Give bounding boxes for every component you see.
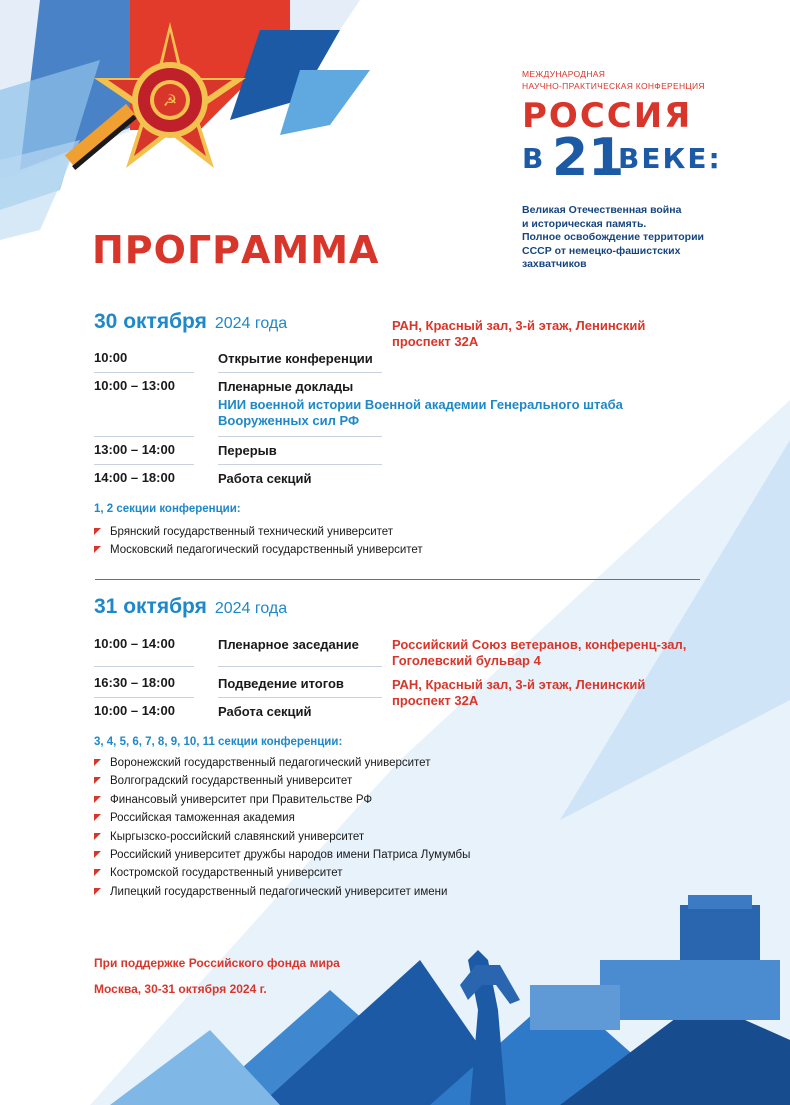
university-name: Липецкий государственный педагогический университет имени xyxy=(110,885,448,898)
row-divider xyxy=(94,372,194,373)
bullet-icon xyxy=(94,833,101,840)
bullet-icon xyxy=(94,814,101,821)
schedule-event-venue: НИИ военной истории Военной академии Генерального штаба Вооруженных сил РФ xyxy=(218,397,623,428)
schedule-time: 13:00 – 14:00 xyxy=(94,442,175,457)
conference-title-v: В xyxy=(522,142,546,175)
row-divider xyxy=(218,372,382,373)
day1-venue: РАН, Красный зал, 3-й этаж, Ленинский проспект 32А xyxy=(392,318,646,349)
order-of-patriotic-war-icon xyxy=(60,18,250,188)
conference-title-veke: ВЕКЕ: xyxy=(618,142,722,175)
row-divider xyxy=(218,464,382,465)
schedule-event: Перерыв xyxy=(218,443,277,458)
day2-university-list xyxy=(94,754,470,901)
row-divider xyxy=(218,697,382,698)
schedule-event: Открытие конференции xyxy=(218,351,373,366)
bullet-icon xyxy=(94,777,101,784)
university-name: Брянский государственный технический университет xyxy=(110,526,394,538)
list-item xyxy=(94,883,470,901)
list-item xyxy=(94,864,470,882)
row-divider xyxy=(218,436,382,437)
schedule-venue: РАН, Красный зал, 3-й этаж, Ленинский проспект 32А xyxy=(392,677,646,708)
list-item xyxy=(94,828,470,846)
university-name: Российская таможенная академия xyxy=(110,812,295,825)
conference-subtitle-line: захватчиков xyxy=(522,258,587,271)
day1-sections-heading: 1, 2 секции конференции: xyxy=(94,503,241,515)
list-item xyxy=(94,754,470,772)
program-heading: ПРОГРАММА xyxy=(92,228,380,272)
schedule-time: 14:00 – 18:00 xyxy=(94,470,175,485)
day2-date-heading xyxy=(94,595,287,619)
svg-text:☭: ☭ xyxy=(162,91,178,110)
day2-sections-heading: 3, 4, 5, 6, 7, 8, 9, 10, 11 секции конференции: xyxy=(94,736,343,748)
list-item xyxy=(94,791,470,809)
day-divider xyxy=(95,579,700,580)
conference-subtitle xyxy=(522,204,752,272)
list-item xyxy=(94,772,470,790)
bullet-icon xyxy=(94,888,101,895)
support-note: При поддержке Российского фонда мира xyxy=(94,956,340,970)
conference-subtitle-line: и историческая память. xyxy=(522,217,647,230)
conference-subtitle-line: СССР от немецко-фашистских xyxy=(522,244,681,257)
conference-kicker xyxy=(522,68,752,92)
conference-subtitle-line: Полное освобождение территории xyxy=(522,231,704,244)
university-name: Московский педагогический государственный университет xyxy=(110,544,423,557)
list-item xyxy=(94,541,423,559)
conference-kicker-line2: НАУЧНО-ПРАКТИЧЕСКАЯ КОНФЕРЕНЦИЯ xyxy=(522,81,705,91)
schedule-time: 10:00 – 13:00 xyxy=(94,378,175,393)
row-divider xyxy=(94,464,194,465)
bullet-icon xyxy=(94,528,101,535)
day1-date-heading xyxy=(94,310,287,334)
university-name: Кыргызско-российский славянский университет xyxy=(110,830,365,843)
row-divider xyxy=(94,666,194,667)
schedule-time: 16:30 – 18:00 xyxy=(94,675,175,690)
schedule-time: 10:00 – 14:00 xyxy=(94,636,175,651)
university-name: Финансовый университет при Правительстве РФ xyxy=(110,793,373,806)
schedule-time: 10:00 xyxy=(94,350,128,365)
day1-year: 2024 года xyxy=(214,315,288,332)
university-name: Воронежский государственный педагогический университет xyxy=(110,757,431,769)
conference-title-number: 21 xyxy=(552,128,625,188)
day2-year: 2024 года xyxy=(214,600,288,617)
university-name: Волгоградский государственный университет xyxy=(110,775,353,788)
row-divider xyxy=(94,697,194,698)
schedule-event: Работа секций xyxy=(218,471,312,486)
day1-date: 30 октября xyxy=(94,310,207,333)
schedule-venue: Российский Союз ветеранов, конференц-зал, Гоголевский бульвар 4 xyxy=(392,637,687,668)
university-name: Российский университет дружбы народов имени Патриса Лумумбы xyxy=(110,849,471,862)
schedule-event: Пленарное заседание xyxy=(218,637,359,652)
conference-title-russia: РОССИЯ xyxy=(522,96,693,136)
day1-university-list xyxy=(94,523,423,560)
list-item xyxy=(94,809,470,827)
conference-kicker-line1: МЕЖДУНАРОДНАЯ xyxy=(522,69,606,79)
university-name: Костромской государственный университет xyxy=(110,867,343,880)
row-divider xyxy=(94,436,194,437)
schedule-event: Пленарные доклады xyxy=(218,379,354,394)
list-item xyxy=(94,523,423,541)
schedule-event: Работа секций xyxy=(218,704,312,719)
bullet-icon xyxy=(94,851,101,858)
conference-subtitle-line: Великая Отечественная война xyxy=(522,204,682,216)
bullet-icon xyxy=(94,759,101,766)
day2-date: 31 октября xyxy=(94,595,207,618)
place-and-date: Москва, 30-31 октября 2024 г. xyxy=(94,982,267,996)
bullet-icon xyxy=(94,869,101,876)
list-item xyxy=(94,846,470,864)
schedule-event: Подведение итогов xyxy=(218,676,344,691)
schedule-time: 10:00 – 14:00 xyxy=(94,703,175,718)
row-divider xyxy=(218,666,382,667)
bullet-icon xyxy=(94,546,101,553)
bullet-icon xyxy=(94,796,101,803)
